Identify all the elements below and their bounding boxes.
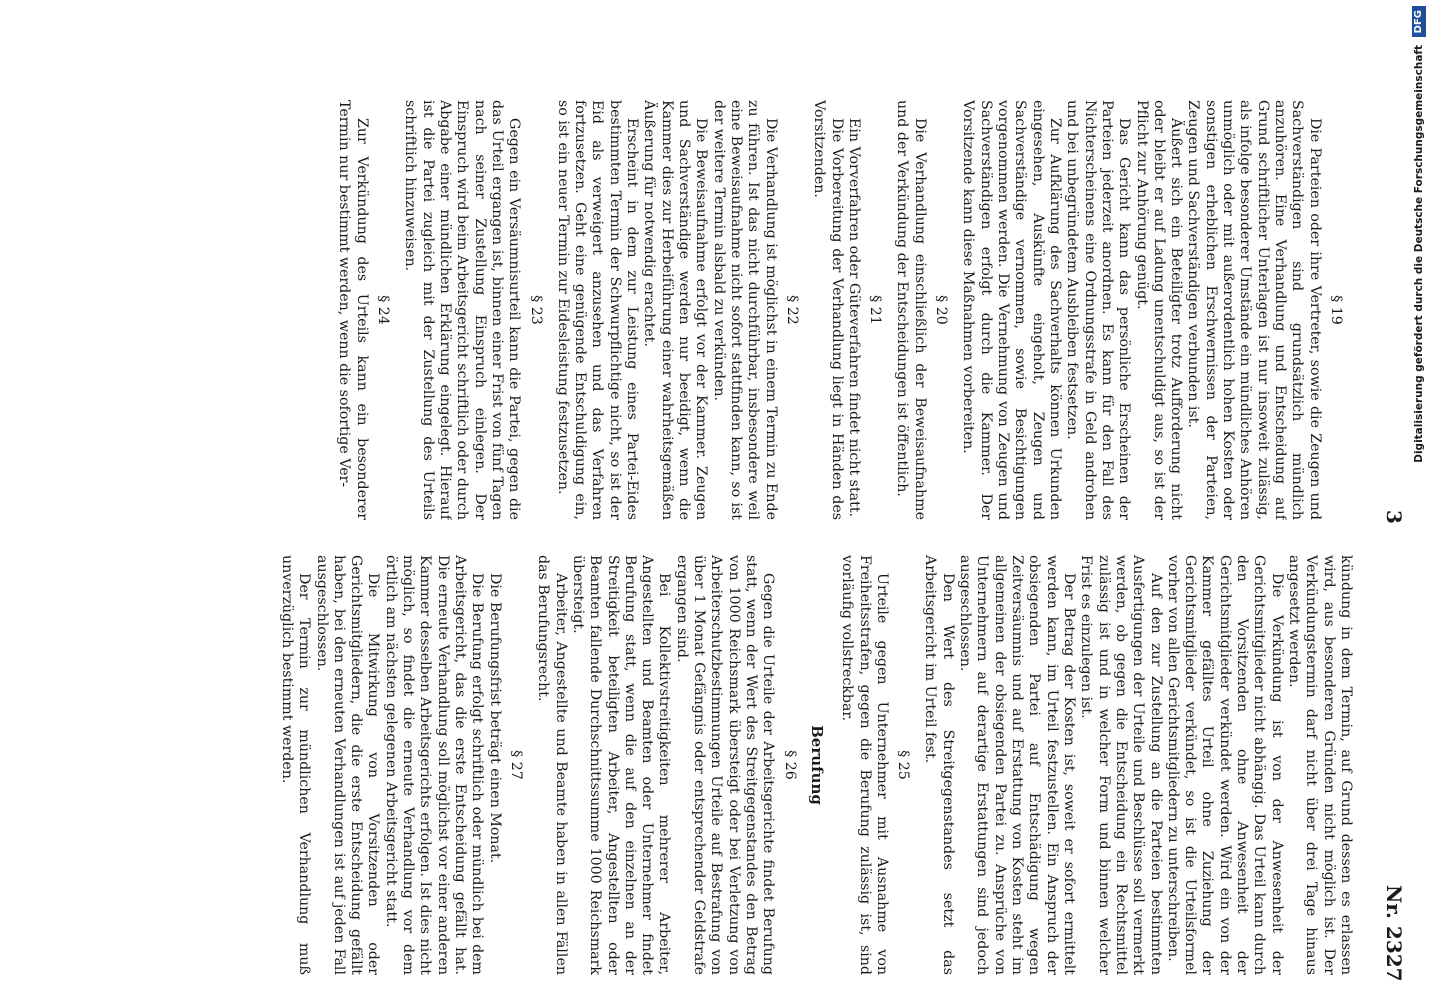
paragraph: Die Verhandlung einschließlich der Beweisaufnahme und der Verkündung der Entscheidungen ist öffentlich.	[894, 100, 928, 520]
page-number-left: 3	[1382, 510, 1406, 524]
paragraph: Die Beweisaufnahme erfolgt vor der Kammer. Zeugen und Sachverständige werden nur beeidigt, wenn die Kammer dies zur Herbeiführung einer wahrheitsgemäßen Äußerung für notwendig erachtet.	[641, 100, 710, 520]
watermark-text: Digitalisierung gefördert durch die Deutsche Forschungsgemeinschaft	[1413, 45, 1425, 463]
paragraph: Die Mitwirkung von Vorsitzenden oder Gerichtsmitgliedern, die die erste Entscheidung gefällt haben, bei den erneuten Verhandlungen ist auf jeden Fall ausgeschlossen.	[313, 555, 382, 975]
section-heading: § 20	[933, 295, 950, 325]
section-heading: § 24	[375, 295, 392, 325]
section-heading: § 22	[783, 295, 800, 325]
section-heading: § 26	[781, 750, 798, 780]
paragraph: Zur Verkündung des Urteils kann ein besonderer Termin nur bestimmt werden, wenn die sofortige Ver-	[336, 100, 370, 520]
text-column-right	[24, 555, 1354, 975]
paragraph: Zur Aufklärung des Sachverhalts können Urkunden eingesehen, Auskünfte eingeholt, Zeugen und Sachverständige vernommen, sowie Besichtigungen vorgenommen werden. Die Vernehmung von Zeugen und Sachverständigen erfolgt durch die Kammer. Der Vorsitzende kann diese Maßnahmen vorbereiten.	[960, 100, 1063, 520]
paragraph: Ein Vorverfahren oder Güteverfahren findet nicht statt.	[845, 118, 862, 518]
paragraph: Äußert sich ein Beteiligter trotz Aufforderung nicht oder bleibt er auf Ladung unentschuldigt aus, so ist der Pflicht zur Anhörung genügt.	[1133, 100, 1185, 520]
paragraph: Der Betrag der Kosten ist, soweit er sofort ermittelt werden kann, im Urteil festzustellen. Ein Anspruch der obsiegenden Partei auf Entschädigung wegen Zeitversäumnis und auf Erstattung von Kosten steht im allgemeinen der obsiegenden Partei zu. Ansprüche von Unternehmern auf derartige Erstattungen sind jedoch ausgeschlossen.	[957, 555, 1077, 975]
paragraph: Urteile gegen Unternehmer mit Ausnahme von Freiheitsstrafen, gegen die Berufung zulässig ist, sind vorläufig vollstreckbar.	[839, 555, 890, 975]
section-heading: § 27	[507, 750, 524, 780]
paragraph: Bei Kollektivstreitigkeiten mehrerer Arbeiter, Angestellten und Beamten oder Unternehmer findet Berufung statt, wenn die auf den einzelnen an der Streitigkeit beteiligten Arbeiter, Angestellten oder Beamten fallende Durchschnittssumme 1000 Reichsmark übersteigt.	[569, 555, 673, 975]
section-heading: § 19	[1328, 295, 1344, 325]
paragraph: Gegen ein Versäumnisurteil kann die Partei, gegen die das Urteil ergangen ist, binnen einer Frist von fünf Tagen nach seiner Zustellung Einspruch einlegen. Der Einspruch wird beim Arbeitsgericht schriftlich oder durch Abgabe einer mündlichen Erklärung eingelegt. Hierauf ist die Partei zugleich mit der Zustellung des Urteils schriftlich hinzuweisen.	[402, 100, 523, 520]
paragraph: Die Vorbereitung der Verhandlung liegt in Händen des Vorsitzenden.	[811, 100, 845, 520]
section-heading: § 25	[895, 750, 912, 780]
paragraph: Der Termin zur mündlichen Verhandlung muß unverzüglich bestimmt werden.	[278, 555, 313, 975]
paragraph: Die Verkündung ist von der Anwesenheit der Gerichtsmitglieder nicht abhängig. Das Urteil kann durch den Vorsitzenden ohne Anwesenheit der Gerichtsmitglieder verkündet werden. Wird ein von der Kammer gefälltes Urteil ohne Zuziehung der Gerichtsmitglieder verkündet, so ist die Urteilsformel vorher von allen Gerichtsmitgliedern zu unterschreiben.	[1164, 555, 1285, 975]
paragraph: Den Wert des Streitgegenstandes setzt das Arbeitsgericht im Urteil fest.	[922, 555, 956, 975]
chapter-title: Berufung	[807, 725, 826, 805]
paragraph: Das Gericht kann das persönliche Erscheinen der Parteien jederzeit anordnen. Es kann für den Fall des Nichterscheinens eine Ordnungsstrafe in Geld androhen und bei unbegründetem Ausbleiben festsetzen.	[1064, 100, 1133, 520]
section-heading: § 21	[867, 295, 884, 325]
paragraph: Die Berufungsfrist beträgt einen Monat.	[486, 573, 503, 864]
paragraph: Gegen die Urteile der Arbeitsgerichte findet Berufung statt, wenn der Wert des Streitgegenstandes den Betrag von 1000 Reichsmark übersteigt oder bei Verletzung von Arbeiterschutzbestimmungen Urteile auf Bestrafung von über 1 Monat Gefängnis oder entsprechender Geldstrafe ergangen sind.	[673, 555, 777, 975]
paragraph: Arbeiter, Angestellte und Beamte haben in allen Fällen das Berufungsrecht.	[535, 555, 569, 975]
paragraph: Erscheint in dem zur Leistung eines Partei-Eides bestimmten Termin der Schwurpflichtige nicht, so ist der Eid als verweigert anzusehen und das Verfahren fortzusetzen. Geht eine genügende Entschuldigung ein, so ist ein neuer Termin zur Eidesleistung festzusetzen.	[554, 100, 641, 520]
paragraph: Die Parteien oder ihre Vertreter, sowie die Zeugen und Sachverständigen sind grundsätzlich mündlich anzuhören. Eine Verhandlung und Entscheidung auf Grund schriftlicher Unterlagen ist nur insoweit zulässig, als infolge besonderer Umstände ein mündliches Anhören unmöglich oder mit außerordentlich hohen Kosten oder sonstigen erheblichen Erschwernissen der Parteien, Zeugen und Sachverständigen verbunden ist.	[1185, 100, 1323, 520]
paragraph: Die Berufung erfolgt schriftlich oder mündlich bei dem Arbeitsgericht, das die erste Entscheidung gefällt hat. Die erneute Verhandlung soll möglichst vor einer anderen Kammer desselben Arbeitsgerichts erfolgen. Ist dies nicht möglich, so findet die erneute Verhandlung vor dem örtlich am nächsten gelegenen Arbeitsgericht statt.	[382, 555, 486, 975]
section-heading: § 23	[527, 295, 544, 325]
digitization-watermark	[1408, 6, 1430, 726]
text-column-left	[24, 100, 1354, 520]
page-number-right: Nr. 2327	[1382, 885, 1406, 982]
paragraph: kündung in dem Termin, auf Grund dessen es erlassen wird, aus besonderen Gründen nicht möglich ist. Der Verkündungstermin darf nicht über drei Tage hinaus angesetzt werden.	[1286, 555, 1354, 975]
paragraph: Auf den zur Zustellung an die Parteien bestimmten Ausfertigungen der Urteile und Beschlüsse soll vermerkt werden, ob gegen die Entscheidung ein Rechtsmittel zulässig ist und in welcher Form und binnen welcher Frist es einzulegen ist.	[1078, 555, 1164, 975]
dfg-logo: DFG	[1412, 6, 1426, 37]
paragraph: Die Verhandlung ist möglichst in einem Termin zu Ende zu führen. Ist das nicht durchführbar, insbesondere weil eine Beweisaufnahme nicht sofort stattfinden kann, so ist der weitere Termin alsbald zu verkünden.	[710, 100, 779, 520]
